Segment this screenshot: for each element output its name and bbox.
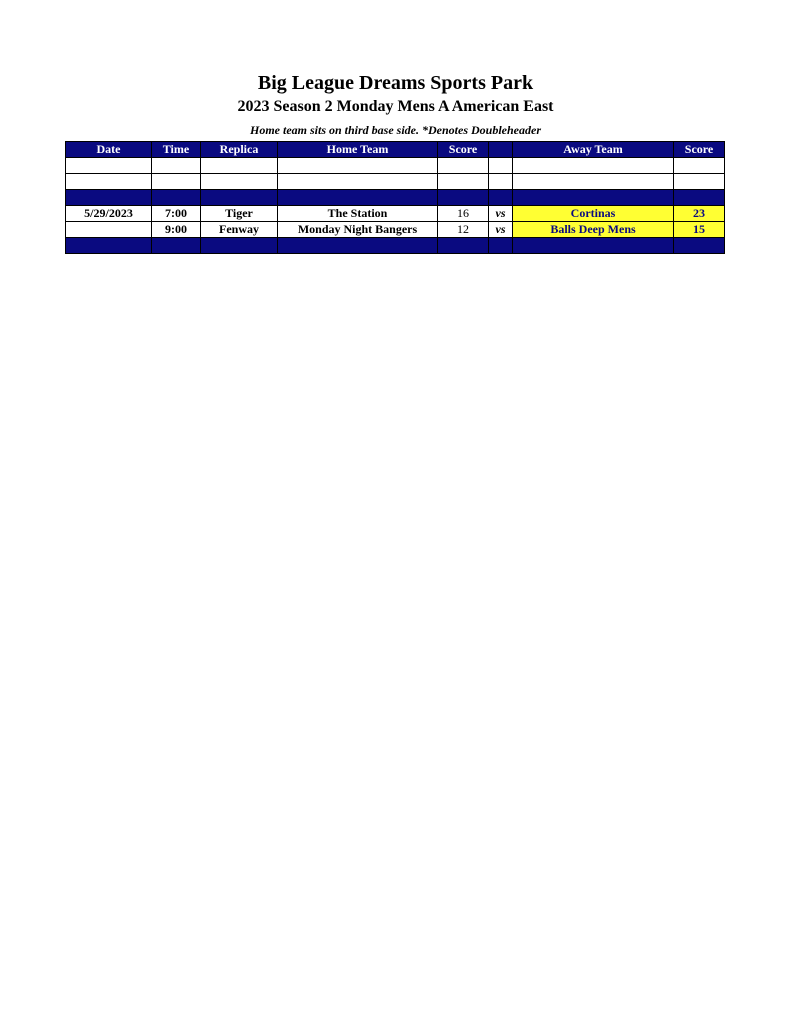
empty-cell — [438, 158, 489, 174]
game-time: 7:00 — [152, 206, 201, 222]
header-row — [66, 142, 725, 158]
page-title: Big League Dreams Sports Park — [257, 72, 534, 94]
game-row — [66, 222, 725, 238]
empty-cell — [513, 158, 674, 174]
empty-cell — [66, 158, 152, 174]
page-note: Home team sits on third base side. *Denotes Doubleheader — [250, 123, 541, 137]
column-header-away-team: Away Team — [513, 142, 674, 158]
empty-cell — [201, 174, 278, 190]
column-header-time: Time — [152, 142, 201, 158]
away-score: 15 — [674, 222, 725, 238]
vs-label: vs — [489, 222, 513, 238]
empty-cell — [674, 158, 725, 174]
empty-cell — [152, 158, 201, 174]
vs-label: vs — [489, 206, 513, 222]
separator-cell — [278, 190, 438, 206]
empty-cell — [489, 158, 513, 174]
separator-cell — [278, 238, 438, 254]
home-team: The Station — [278, 206, 438, 222]
empty-row — [66, 158, 725, 174]
separator-cell — [674, 238, 725, 254]
empty-row — [66, 174, 725, 190]
separator-cell — [489, 238, 513, 254]
column-header-replica: Replica — [201, 142, 278, 158]
separator-cell — [152, 238, 201, 254]
separator-row — [66, 190, 725, 206]
separator-cell — [489, 190, 513, 206]
separator-cell — [438, 238, 489, 254]
separator-row — [66, 238, 725, 254]
game-replica: Tiger — [201, 206, 278, 222]
home-score: 12 — [438, 222, 489, 238]
separator-cell — [513, 238, 674, 254]
empty-cell — [438, 174, 489, 190]
column-header-date: Date — [66, 142, 152, 158]
separator-cell — [674, 190, 725, 206]
empty-cell — [489, 174, 513, 190]
empty-cell — [674, 174, 725, 190]
game-date — [66, 222, 152, 238]
separator-cell — [438, 190, 489, 206]
empty-cell — [152, 174, 201, 190]
game-date: 5/29/2023 — [66, 206, 152, 222]
schedule-table — [65, 141, 725, 254]
separator-cell — [513, 190, 674, 206]
separator-cell — [66, 238, 152, 254]
away-score: 23 — [674, 206, 725, 222]
empty-cell — [278, 174, 438, 190]
game-replica: Fenway — [201, 222, 278, 238]
empty-cell — [66, 174, 152, 190]
home-score: 16 — [438, 206, 489, 222]
separator-cell — [201, 238, 278, 254]
column-header-home-team: Home Team — [278, 142, 438, 158]
empty-cell — [513, 174, 674, 190]
away-team: Cortinas — [513, 206, 674, 222]
column-header-vs — [489, 142, 513, 158]
home-team: Monday Night Bangers — [278, 222, 438, 238]
separator-cell — [201, 190, 278, 206]
page-subtitle: 2023 Season 2 Monday Mens A American East — [237, 98, 554, 115]
separator-cell — [152, 190, 201, 206]
column-header-away-score: Score — [674, 142, 725, 158]
separator-cell — [66, 190, 152, 206]
empty-cell — [201, 158, 278, 174]
game-time: 9:00 — [152, 222, 201, 238]
column-header-home-score: Score — [438, 142, 489, 158]
away-team: Balls Deep Mens — [513, 222, 674, 238]
game-row — [66, 206, 725, 222]
empty-cell — [278, 158, 438, 174]
